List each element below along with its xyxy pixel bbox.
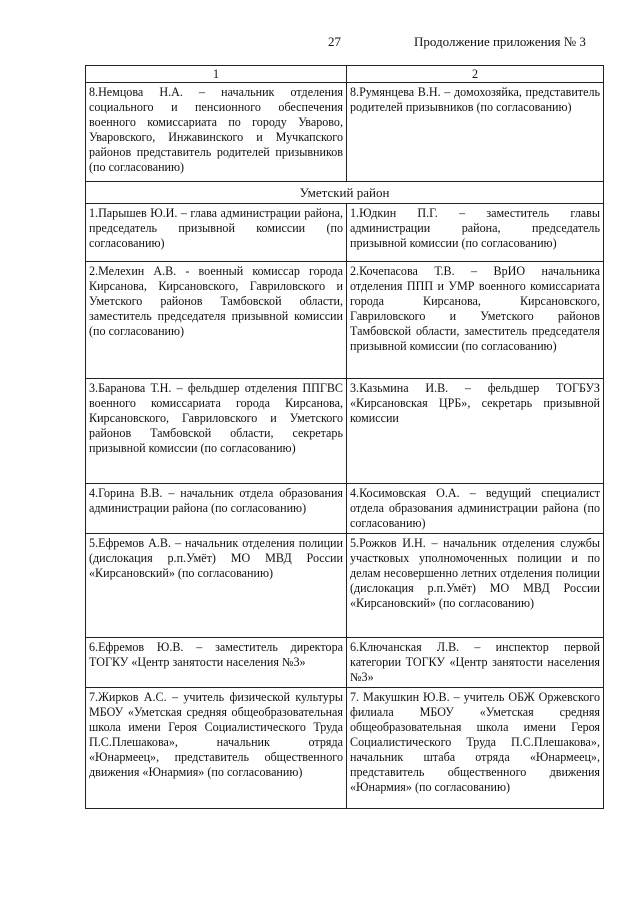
reserve-member-cell: 1.Юдкин П.Г. – заместитель главы администрации района, председатель призывной комиссии (по согласованию) [347,204,604,262]
reserve-member-cell: 3.Казьмина И.В. – фельдшер ТОГБУЗ «Кирсановская ЦРБ», секретарь призывной комиссии [347,379,604,484]
column-number: 2 [347,66,604,83]
main-member-cell: 7.Жирков А.С. – учитель физической культуры МБОУ «Уметская средняя общеобразовательная школа имени Героя Социалистического Труда П.С.Плешакова», начальник отряда «Юнармеец», представитель общественного движения «Юнармия» (по согласованию) [86,688,347,809]
table-row [86,688,604,809]
column-number-row [86,66,604,83]
reserve-member-cell: 8.Румянцева В.Н. – домохозяйка, представитель родителей призывников (по согласованию) [347,83,604,182]
column-number: 1 [86,66,347,83]
commission-table [85,65,604,809]
main-member-cell: 1.Парышев Ю.И. – глава администрации района, председатель призывной комиссии (по согласованию) [86,204,347,262]
reserve-member-cell: 6.Ключанская Л.В. – инспектор первой категории ТОГКУ «Центр занятости населения №3» [347,638,604,688]
main-member-cell: 8.Немцова Н.А. – начальник отделения социального и пенсионного обеспечения военного комиссариата по городу Уварово, Уваровского, Инжавинского и Мучкапского районов представитель родителей призывников (по согласованию) [86,83,347,182]
reserve-member-cell: 7. Макушкин Ю.В. – учитель ОБЖ Оржевского филиала МБОУ «Уметская средняя общеобразовательная школа имени Героя Социалистического Труда П.С.Плешакова», начальник штаба отряда «Юнармеец», представитель общественного движения «Юнармия» (по согласованию) [347,688,604,809]
main-member-cell: 2.Мелехин А.В. - военный комиссар города Кирсанова, Кирсановского, Гавриловского и Уметского районов Тамбовской области, заместитель председателя призывной комиссии (по согласованию) [86,262,347,379]
table-row [86,83,604,182]
main-member-cell: 4.Горина В.В. – начальник отдела образования администрации района (по согласованию) [86,484,347,534]
main-member-cell: 3.Баранова Т.Н. – фельдшер отделения ППГВС военного комиссариата города Кирсанова, Кирсановского, Гавриловского и Уметского районов Тамбовской области, секретарь призывной комиссии (по согласованию) [86,379,347,484]
section-row [86,182,604,204]
main-member-cell: 5.Ефремов А.В. – начальник отделения полиции (дислокация р.п.Умёт) МО МВД России «Кирсановский» (по согласованию) [86,534,347,638]
table-row [86,379,604,484]
table-row [86,262,604,379]
main-member-cell: 6.Ефремов Ю.В. – заместитель директора ТОГКУ «Центр занятости населения №3» [86,638,347,688]
reserve-member-cell: 4.Косимовская О.А. – ведущий специалист отдела образования администрации района (по согласованию) [347,484,604,534]
appendix-continuation-note: Продолжение приложения № 3 [414,34,586,49]
table-row [86,534,604,638]
page-number: 27 [328,34,341,49]
section-title: Уметский район [86,182,604,204]
reserve-member-cell: 5.Рожков И.Н. – начальник отделения службы участковых уполномоченных полиции и по делам несовершенно летних отделения полиции (дислокация р.п.Умёт) МО МВД России «Кирсановский» (по согласованию) [347,534,604,638]
reserve-member-cell: 2.Кочепасова Т.В. – ВрИО начальника отделения ППП и УМР военного комиссариата города Кирсанова, Кирсановского, Гавриловского и Уметского районов Тамбовской области, заместитель председателя призывной комиссии (по согласованию) [347,262,604,379]
table-row [86,638,604,688]
table-row [86,484,604,534]
member-rows [86,204,604,809]
table-row [86,204,604,262]
